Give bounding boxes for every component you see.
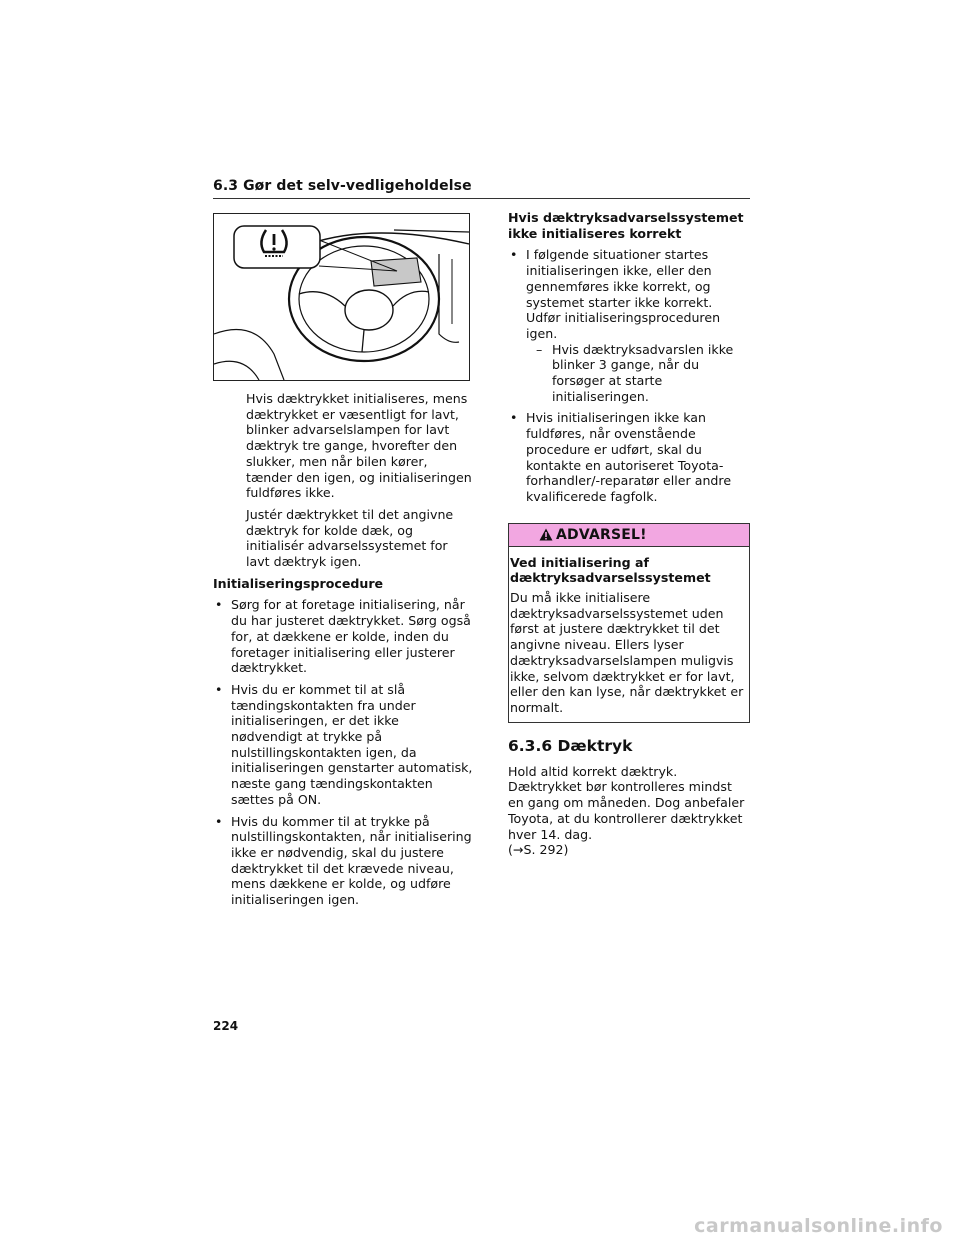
info-paragraph-1: Hvis dæktrykket initialiseres, mens dæktrykket er væsentligt for lavt, blinker advarselslampen for lavt dæktryk tre gange, hvorefter den slukker, men når bilen kører, tænder den igen, og initialiseringen fuldføres ikke. <box>246 391 472 501</box>
list-item: • Hvis initialiseringen ikke kan fuldføres, når ovenstående procedure er udført, skal du kontakte en autoriseret Toyota-forhandler/-reparatør eller andre kvalificerede fagfolk. <box>510 410 732 504</box>
subsection-heading: 6.3.6 Dæktryk <box>508 736 633 755</box>
init-failure-heading: Hvis dæktryksadvarselssystemet ikke initialiseres korrekt <box>508 210 744 241</box>
warning-title: ADVARSEL! <box>509 524 749 547</box>
info-paragraph-2: Justér dæktrykket til det angivne dæktryk for kolde dæk, og initialisér advarselssystemet for lavt dæktryk igen. <box>246 506 454 570</box>
warning-subheading: Ved initialisering af dæktryksadvarselssystemet <box>510 554 711 586</box>
warning-triangle-icon <box>539 528 553 541</box>
list-item: • Sørg for at foretage initialisering, når du har justeret dæktrykket. Sørg også for, at dækkene er kolde, inden du foretager initialisering eller justerer dæktrykket. <box>215 597 471 676</box>
warning-text: Du må ikke initialisere dæktryksadvarselssystemet uden først at justere dæktrykket til det angivne niveau. Ellers lyser dæktryksadvarselslampen muligvis ikke, selvom dæktrykket er for lavt, eller den kan lyse, når dæktrykket er normalt. <box>510 590 744 715</box>
steering-wheel-drawing <box>214 214 469 380</box>
section-title: 6.3 Gør det selv-vedligeholdelse <box>213 178 750 199</box>
warning-box <box>508 523 750 723</box>
page-number: 224 <box>213 1019 239 1033</box>
steering-wheel-illustration <box>213 213 470 381</box>
right-column <box>508 210 750 858</box>
list-item: • Hvis du kommer til at trykke på nulstillingskontakten, når initialisering ikke er nødvendig, skal du justere dæktrykket til det krævede niveau, mens dækkene er kolde, og udføre initialiseringen igen. <box>215 813 472 908</box>
sub-list-item: – Hvis dæktryksadvarslen ikke blinker 3 gange, når du forsøger at starte initialiseringen. <box>536 341 734 404</box>
page-reference-link[interactable]: (→S. 292) <box>508 842 569 858</box>
list-item: • Hvis du er kommet til at slå tændingskontakten fra under initialiseringen, er det ikke nødvendigt at trykke på nulstillingskontakten igen, da initialiseringen genstarter automatisk, næste gang tændingskontakten sættes på ON. <box>215 681 473 807</box>
list-item: • I følgende situationer startes initialiseringen ikke, eller den gennemføres ikke korrekt, og systemet starter ikke korrekt. Udfør initialiseringsproceduren igen. – Hvis dæktryksadvarslen ikke blinker 3 gange, når du forsøger at starte initialiseringen. <box>508 247 750 404</box>
subsection-text: Hold altid korrekt dæktryk. Dæktrykket bør kontrolleres mindst en gang om måneden. Dog anbefaler Toyota, at du kontrollerer dæktrykket hver 14. dag. <box>508 763 745 842</box>
procedure-heading: Initialiseringsprocedure <box>213 575 384 591</box>
watermark: carmanualsonline.info <box>694 1215 943 1237</box>
left-column <box>213 213 473 914</box>
